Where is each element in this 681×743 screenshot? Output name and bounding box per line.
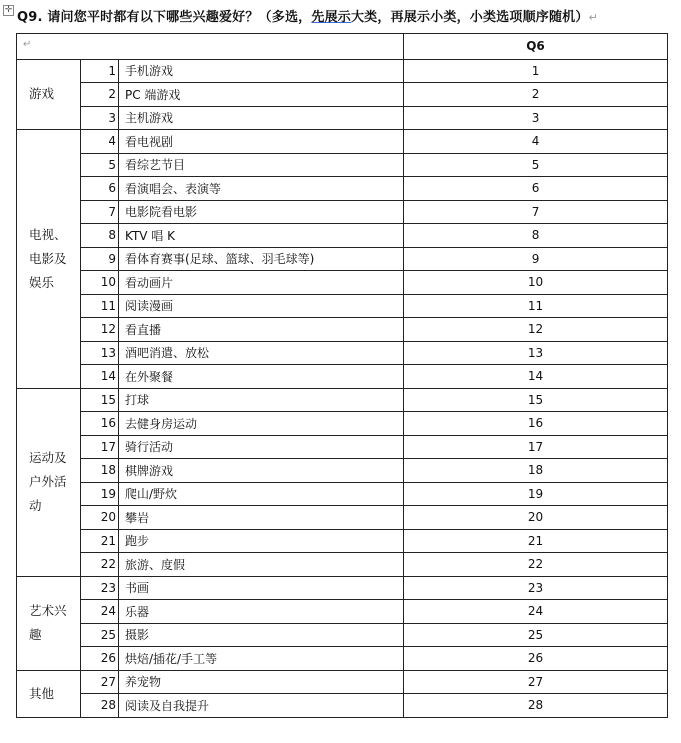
table-row bbox=[17, 153, 668, 177]
table-row bbox=[17, 576, 668, 600]
option-value: 13 bbox=[404, 341, 668, 365]
table-row bbox=[17, 506, 668, 530]
option-number: 27 bbox=[81, 670, 119, 694]
option-number: 8 bbox=[81, 224, 119, 248]
option-value: 9 bbox=[404, 247, 668, 271]
option-number: 17 bbox=[81, 435, 119, 459]
option-value: 22 bbox=[404, 553, 668, 577]
option-value: 18 bbox=[404, 459, 668, 483]
table-row bbox=[17, 647, 668, 671]
option-value: 24 bbox=[404, 600, 668, 624]
option-label: 棋牌游戏 bbox=[119, 459, 404, 483]
category-cell: 电视、 电影及 娱乐 bbox=[17, 130, 81, 389]
option-value: 26 bbox=[404, 647, 668, 671]
option-value: 8 bbox=[404, 224, 668, 248]
table-row bbox=[17, 365, 668, 389]
option-number: 20 bbox=[81, 506, 119, 530]
option-label: 攀岩 bbox=[119, 506, 404, 530]
option-number: 28 bbox=[81, 694, 119, 718]
interest-table bbox=[16, 33, 668, 718]
category-cell: 游戏 bbox=[17, 59, 81, 130]
option-label: 乐器 bbox=[119, 600, 404, 624]
option-number: 3 bbox=[81, 106, 119, 130]
option-value: 4 bbox=[404, 130, 668, 154]
table-row bbox=[17, 106, 668, 130]
option-label: 阅读漫画 bbox=[119, 294, 404, 318]
table-row bbox=[17, 670, 668, 694]
option-label: PC 端游戏 bbox=[119, 83, 404, 107]
option-value: 25 bbox=[404, 623, 668, 647]
option-number: 11 bbox=[81, 294, 119, 318]
option-number: 14 bbox=[81, 365, 119, 389]
table-row bbox=[17, 318, 668, 342]
option-number: 5 bbox=[81, 153, 119, 177]
option-label: 旅游、度假 bbox=[119, 553, 404, 577]
option-value: 28 bbox=[404, 694, 668, 718]
option-value: 14 bbox=[404, 365, 668, 389]
option-number: 22 bbox=[81, 553, 119, 577]
option-number: 15 bbox=[81, 388, 119, 412]
option-label: 打球 bbox=[119, 388, 404, 412]
option-label: 手机游戏 bbox=[119, 59, 404, 83]
table-row bbox=[17, 435, 668, 459]
option-number: 2 bbox=[81, 83, 119, 107]
option-number: 21 bbox=[81, 529, 119, 553]
option-value: 3 bbox=[404, 106, 668, 130]
option-value: 27 bbox=[404, 670, 668, 694]
option-value: 1 bbox=[404, 59, 668, 83]
table-row bbox=[17, 224, 668, 248]
option-value: 16 bbox=[404, 412, 668, 436]
option-label: 看直播 bbox=[119, 318, 404, 342]
table-row bbox=[17, 459, 668, 483]
option-number: 7 bbox=[81, 200, 119, 224]
table-row bbox=[17, 83, 668, 107]
table-row bbox=[17, 388, 668, 412]
table-move-handle-icon[interactable]: ✛ bbox=[4, 5, 13, 15]
option-label: KTV 唱 K bbox=[119, 224, 404, 248]
option-number: 9 bbox=[81, 247, 119, 271]
option-value: 5 bbox=[404, 153, 668, 177]
option-label: 养宠物 bbox=[119, 670, 404, 694]
option-label: 看演唱会、表演等 bbox=[119, 177, 404, 201]
table-row bbox=[17, 694, 668, 718]
table-row bbox=[17, 130, 668, 154]
option-number: 12 bbox=[81, 318, 119, 342]
option-value: 20 bbox=[404, 506, 668, 530]
question-title bbox=[17, 6, 598, 25]
option-value: 19 bbox=[404, 482, 668, 506]
option-value: 23 bbox=[404, 576, 668, 600]
table-row bbox=[17, 482, 668, 506]
question-prefix: Q9. 请问您平时都有以下哪些兴趣爱好？（多选， bbox=[17, 10, 312, 25]
option-label: 在外聚餐 bbox=[119, 365, 404, 389]
category-cell: 艺术兴 趣 bbox=[17, 576, 81, 670]
option-number: 13 bbox=[81, 341, 119, 365]
option-number: 19 bbox=[81, 482, 119, 506]
table-row bbox=[17, 600, 668, 624]
option-label: 骑行活动 bbox=[119, 435, 404, 459]
option-number: 4 bbox=[81, 130, 119, 154]
table-row bbox=[17, 623, 668, 647]
option-number: 10 bbox=[81, 271, 119, 295]
option-label: 看综艺节目 bbox=[119, 153, 404, 177]
table-row bbox=[17, 553, 668, 577]
option-value: 12 bbox=[404, 318, 668, 342]
option-label: 摄影 bbox=[119, 623, 404, 647]
question-suffix: 大类，再展示小类，小类选项顺序随机） bbox=[350, 10, 589, 25]
option-label: 书画 bbox=[119, 576, 404, 600]
table-row bbox=[17, 177, 668, 201]
table-row bbox=[17, 200, 668, 224]
option-label: 看体育赛事(足球、篮球、羽毛球等) bbox=[119, 247, 404, 271]
option-label: 看动画片 bbox=[119, 271, 404, 295]
option-value: 11 bbox=[404, 294, 668, 318]
option-label: 看电视剧 bbox=[119, 130, 404, 154]
table-row bbox=[17, 271, 668, 295]
category-cell: 运动及 户外活 动 bbox=[17, 388, 81, 576]
table-row bbox=[17, 247, 668, 271]
option-value: 10 bbox=[404, 271, 668, 295]
option-label: 去健身房运动 bbox=[119, 412, 404, 436]
option-number: 23 bbox=[81, 576, 119, 600]
option-label: 烘焙/插花/手工等 bbox=[119, 647, 404, 671]
option-number: 1 bbox=[81, 59, 119, 83]
option-number: 24 bbox=[81, 600, 119, 624]
table-header-row bbox=[17, 34, 668, 60]
question-underlined-text: 先展示 bbox=[311, 10, 351, 25]
paragraph-mark-icon: ↵ bbox=[588, 11, 599, 24]
option-label: 阅读及自我提升 bbox=[119, 694, 404, 718]
table-row bbox=[17, 412, 668, 436]
header-empty-cell: ↵ bbox=[17, 34, 404, 60]
option-label: 主机游戏 bbox=[119, 106, 404, 130]
category-cell: 其他 bbox=[17, 670, 81, 717]
option-value: 15 bbox=[404, 388, 668, 412]
option-value: 21 bbox=[404, 529, 668, 553]
option-value: 6 bbox=[404, 177, 668, 201]
option-label: 电影院看电影 bbox=[119, 200, 404, 224]
option-number: 25 bbox=[81, 623, 119, 647]
column-header-q6: Q6 bbox=[404, 34, 668, 60]
option-number: 16 bbox=[81, 412, 119, 436]
option-value: 2 bbox=[404, 83, 668, 107]
table-row bbox=[17, 59, 668, 83]
option-label: 跑步 bbox=[119, 529, 404, 553]
option-number: 26 bbox=[81, 647, 119, 671]
option-value: 17 bbox=[404, 435, 668, 459]
option-value: 7 bbox=[404, 200, 668, 224]
table-row bbox=[17, 294, 668, 318]
option-number: 6 bbox=[81, 177, 119, 201]
option-label: 爬山/野炊 bbox=[119, 482, 404, 506]
table-row bbox=[17, 529, 668, 553]
table-row bbox=[17, 341, 668, 365]
option-number: 18 bbox=[81, 459, 119, 483]
option-label: 酒吧消遣、放松 bbox=[119, 341, 404, 365]
